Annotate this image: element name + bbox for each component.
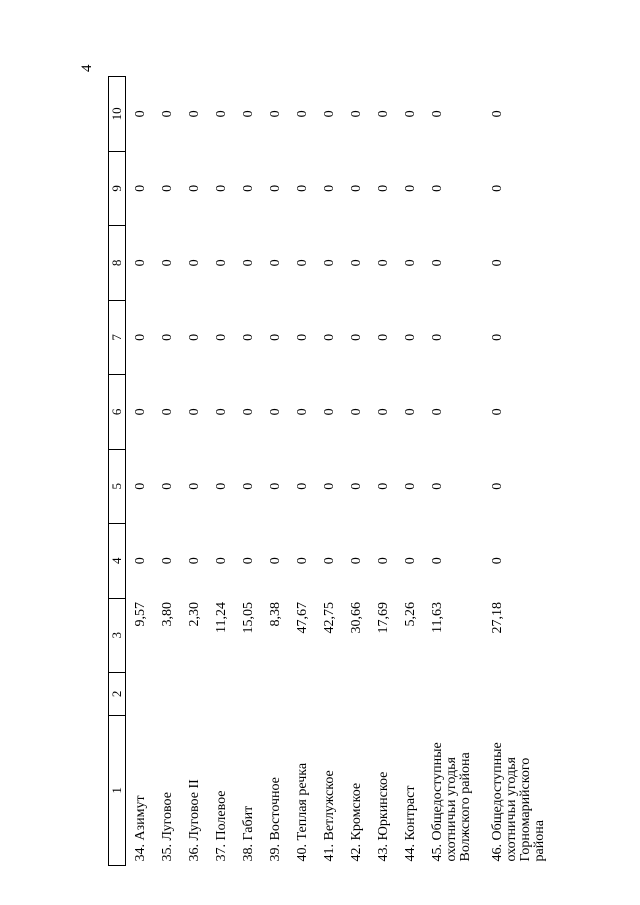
row-empty-cell — [153, 673, 180, 716]
table-row — [342, 77, 369, 866]
data-table — [108, 76, 555, 866]
row-value-cell: 0 — [186, 110, 202, 118]
row-value-cell: 0 — [429, 184, 445, 192]
row-value-cell: 0 — [159, 184, 175, 192]
row-value-cell: 0 — [294, 482, 310, 490]
row-empty-cell — [180, 673, 207, 716]
row-value-cell: 0 — [348, 482, 364, 490]
row-empty-cell — [483, 673, 555, 716]
row-area-cell: 15,05 — [240, 602, 256, 634]
row-value-cell: 0 — [402, 482, 418, 490]
row-value-cell: 0 — [429, 408, 445, 416]
row-empty-cell — [396, 673, 423, 716]
row-name-cell: 45. Общедоступные охотничьи угодья Волжского района — [429, 742, 473, 862]
header-cell: 4 — [109, 524, 126, 598]
row-value-cell: 0 — [402, 333, 418, 341]
row-empty-cell — [369, 673, 396, 716]
row-empty-cell — [207, 673, 234, 716]
row-value-cell: 0 — [133, 408, 148, 416]
row-name-cell: 35. Луговое — [159, 792, 175, 862]
row-value-cell: 0 — [429, 333, 445, 341]
row-name-cell: 43. Юркинское — [375, 771, 391, 862]
table-row — [234, 77, 261, 866]
header-cell: 6 — [109, 375, 126, 449]
row-empty-cell — [261, 673, 288, 716]
table-row — [261, 77, 288, 866]
row-value-cell: 0 — [213, 184, 229, 192]
row-value-cell: 0 — [321, 259, 337, 267]
row-value-cell: 0 — [186, 259, 202, 267]
row-value-cell: 0 — [489, 333, 505, 341]
row-value-cell: 0 — [375, 408, 391, 416]
row-value-cell: 0 — [321, 408, 337, 416]
row-value-cell: 0 — [294, 259, 310, 267]
table-row — [396, 77, 423, 866]
row-value-cell: 0 — [402, 259, 418, 267]
row-area-cell: 47,67 — [294, 602, 310, 634]
row-value-cell: 0 — [213, 482, 229, 490]
row-value-cell: 0 — [321, 110, 337, 118]
row-value-cell: 0 — [348, 333, 364, 341]
row-area-cell: 11,63 — [429, 602, 445, 633]
row-value-cell: 0 — [240, 184, 256, 192]
row-value-cell: 0 — [294, 184, 310, 192]
row-name-cell: 38. Габит — [240, 805, 256, 862]
row-value-cell: 0 — [213, 259, 229, 267]
table-row — [180, 77, 207, 866]
row-area-cell: 11,24 — [213, 602, 229, 633]
table-row — [423, 77, 483, 866]
row-value-cell: 0 — [321, 184, 337, 192]
row-value-cell: 0 — [240, 110, 256, 118]
row-value-cell: 0 — [375, 333, 391, 341]
table-row — [207, 77, 234, 866]
row-area-cell: 3,80 — [159, 602, 175, 627]
row-value-cell: 0 — [321, 482, 337, 490]
row-value-cell: 0 — [133, 557, 148, 565]
row-empty-cell — [423, 673, 483, 716]
row-value-cell: 0 — [159, 110, 175, 118]
row-empty-cell — [342, 673, 369, 716]
row-value-cell: 0 — [348, 184, 364, 192]
row-value-cell: 0 — [267, 557, 283, 565]
table-row — [369, 77, 396, 866]
row-area-cell: 9,57 — [133, 602, 148, 627]
table-row — [315, 77, 342, 866]
header-cell: 5 — [109, 449, 126, 523]
row-value-cell: 0 — [402, 184, 418, 192]
row-value-cell: 0 — [429, 259, 445, 267]
row-value-cell: 0 — [321, 557, 337, 565]
row-value-cell: 0 — [375, 184, 391, 192]
row-value-cell: 0 — [186, 482, 202, 490]
row-area-cell: 5,26 — [402, 602, 418, 627]
row-value-cell: 0 — [240, 259, 256, 267]
table-row — [483, 77, 555, 866]
table-row — [288, 77, 315, 866]
row-name-cell: 42. Кромское — [348, 782, 364, 862]
row-name-cell: 36. Луговое II — [186, 779, 202, 862]
row-name-cell: 44. Контраст — [402, 785, 418, 862]
row-area-cell: 27,18 — [489, 602, 505, 634]
row-value-cell: 0 — [213, 333, 229, 341]
row-value-cell: 0 — [159, 408, 175, 416]
row-value-cell: 0 — [133, 259, 148, 267]
row-value-cell: 0 — [133, 110, 148, 118]
row-value-cell: 0 — [186, 184, 202, 192]
row-empty-cell — [126, 673, 153, 716]
row-value-cell: 0 — [348, 408, 364, 416]
row-value-cell: 0 — [213, 110, 229, 118]
header-row — [109, 77, 126, 866]
row-empty-cell — [288, 673, 315, 716]
header-cell: 1 — [109, 715, 126, 865]
row-value-cell: 0 — [402, 557, 418, 565]
row-value-cell: 0 — [159, 557, 175, 565]
row-empty-cell — [315, 673, 342, 716]
row-value-cell: 0 — [489, 184, 505, 192]
row-name-cell: 34. Азимут — [133, 795, 148, 862]
row-value-cell: 0 — [375, 110, 391, 118]
row-value-cell: 0 — [375, 259, 391, 267]
row-value-cell: 0 — [489, 482, 505, 490]
row-value-cell: 0 — [267, 333, 283, 341]
row-area-cell: 8,38 — [267, 602, 283, 627]
row-value-cell: 0 — [159, 333, 175, 341]
header-cell: 3 — [109, 598, 126, 672]
row-value-cell: 0 — [213, 408, 229, 416]
row-value-cell: 0 — [489, 408, 505, 416]
header-cell: 10 — [109, 77, 126, 152]
table-row — [153, 77, 180, 866]
row-value-cell: 0 — [267, 184, 283, 192]
header-cell: 8 — [109, 226, 126, 300]
row-area-cell: 30,66 — [348, 602, 364, 634]
row-value-cell: 0 — [240, 333, 256, 341]
row-value-cell: 0 — [159, 482, 175, 490]
row-value-cell: 0 — [489, 259, 505, 267]
row-name-cell: 40. Теплая речка — [294, 762, 310, 862]
row-value-cell: 0 — [375, 557, 391, 565]
row-value-cell: 0 — [133, 184, 148, 192]
row-area-cell: 42,75 — [321, 602, 337, 634]
row-empty-cell — [234, 673, 261, 716]
row-value-cell: 0 — [240, 482, 256, 490]
row-value-cell: 0 — [489, 557, 505, 565]
row-value-cell: 0 — [402, 408, 418, 416]
row-value-cell: 0 — [348, 259, 364, 267]
rotated-table-container — [108, 76, 547, 866]
row-name-cell: 41. Ветлужское — [321, 770, 337, 862]
row-value-cell: 0 — [186, 557, 202, 565]
row-name-cell: 46. Общедоступные охотничьи угодья Горномарийского района — [489, 742, 547, 862]
row-area-cell: 2,30 — [186, 602, 202, 627]
row-value-cell: 0 — [267, 110, 283, 118]
table-body — [126, 77, 555, 866]
row-value-cell: 0 — [402, 110, 418, 118]
row-value-cell: 0 — [348, 110, 364, 118]
row-value-cell: 0 — [267, 482, 283, 490]
row-value-cell: 0 — [321, 333, 337, 341]
row-value-cell: 0 — [489, 110, 505, 118]
row-value-cell: 0 — [294, 110, 310, 118]
row-value-cell: 0 — [213, 557, 229, 565]
table-row — [126, 77, 153, 866]
row-value-cell: 0 — [159, 259, 175, 267]
header-cell: 2 — [109, 673, 126, 716]
row-value-cell: 0 — [186, 333, 202, 341]
row-name-cell: 39. Восточное — [267, 777, 283, 862]
row-value-cell: 0 — [294, 408, 310, 416]
header-cell: 9 — [109, 151, 126, 225]
row-area-cell: 17,69 — [375, 602, 391, 634]
row-value-cell: 0 — [375, 482, 391, 490]
row-value-cell: 0 — [267, 408, 283, 416]
row-value-cell: 0 — [348, 557, 364, 565]
row-value-cell: 0 — [240, 408, 256, 416]
header-cell: 7 — [109, 300, 126, 374]
row-value-cell: 0 — [186, 408, 202, 416]
row-value-cell: 0 — [429, 482, 445, 490]
row-value-cell: 0 — [429, 110, 445, 118]
row-value-cell: 0 — [133, 482, 148, 490]
row-value-cell: 0 — [294, 557, 310, 565]
row-value-cell: 0 — [429, 557, 445, 565]
row-value-cell: 0 — [240, 557, 256, 565]
row-name-cell: 37. Полевое — [213, 790, 229, 862]
row-value-cell: 0 — [294, 333, 310, 341]
page-number: 4 — [79, 64, 95, 72]
row-value-cell: 0 — [267, 259, 283, 267]
row-value-cell: 0 — [133, 333, 148, 341]
